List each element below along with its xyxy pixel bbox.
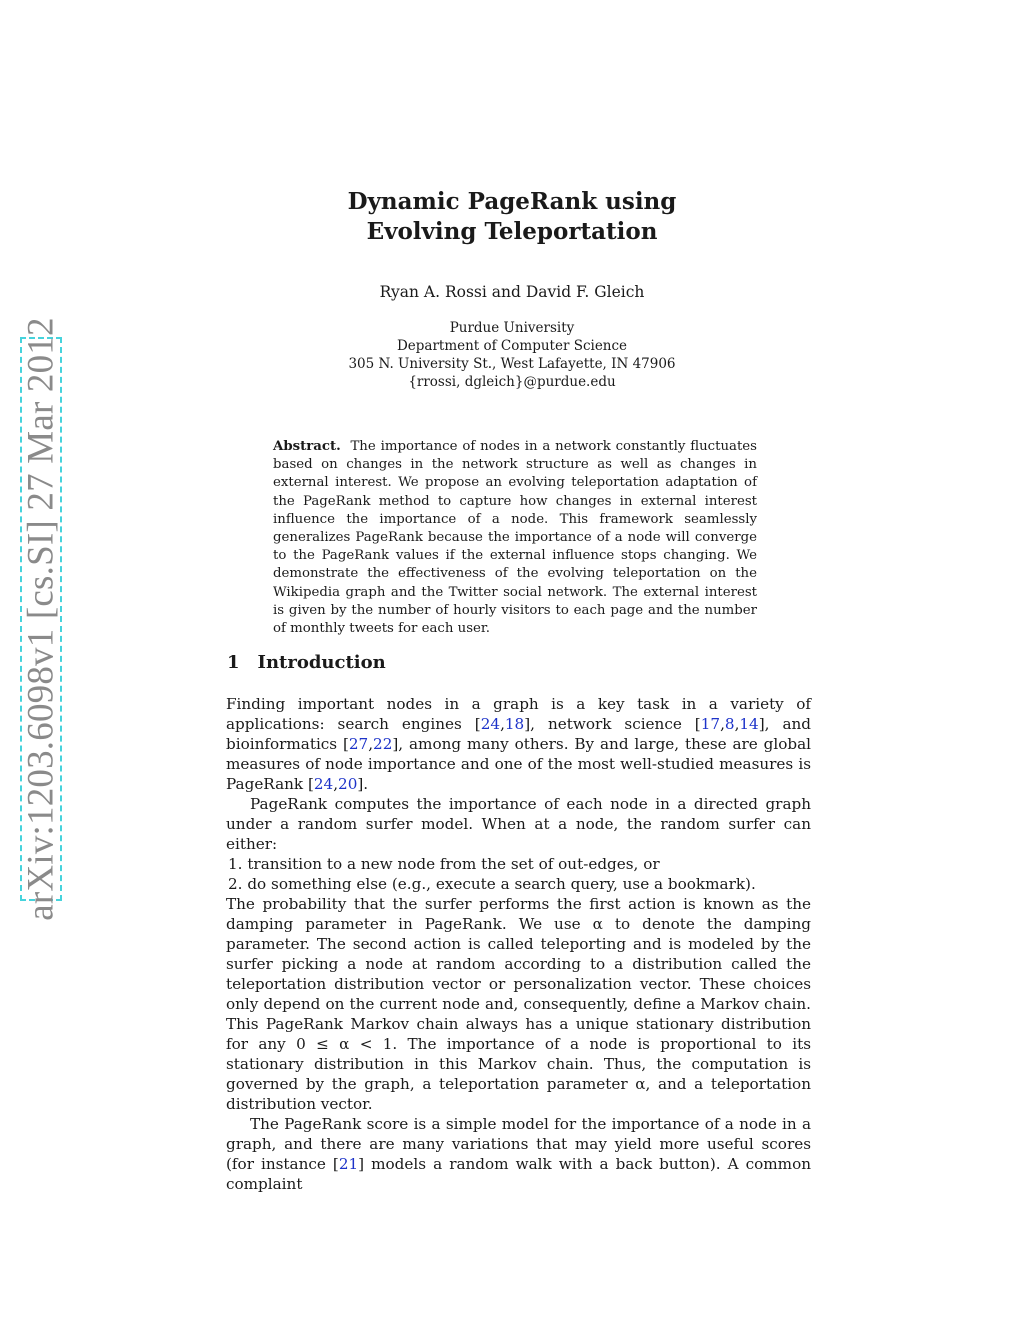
paragraph-2: PageRank computes the importance of each node in a directed graph under a random surfer model. When at a node, the random surfer can either: (226, 795, 811, 853)
citation-link[interactable]: 24 (313, 775, 334, 793)
arxiv-stamp-text: arXiv:1203.6098v1 [cs.SI] 27 Mar 2012 (20, 317, 62, 921)
citation-link[interactable]: 21 (338, 1155, 359, 1173)
affiliation-email: {rrossi, dgleich}@purdue.edu (408, 374, 616, 390)
paragraph-1: Finding important nodes in a graph is a key task in a variety of applications: search engines [24,18], network science [17,8,14], and bioinformatics [27,22], among many others. By and large, these are global measures of node importance and one of the most well-studied measures is PageRank [24,20]. (226, 695, 812, 793)
citation-link[interactable]: 24 (480, 715, 501, 733)
title-line-1: Dynamic PageRank using (347, 188, 677, 215)
abstract-label: Abstract. (273, 439, 341, 454)
paragraph-4: The PageRank score is a simple model for the importance of a node in a graph, and there are many variations that may yield more useful scores (for instance [21] models a random walk with a back button). A common complaint (226, 1115, 812, 1193)
affiliation (0, 319, 1024, 391)
authors: Ryan A. Rossi and David F. Gleich (379, 283, 645, 301)
citation-link[interactable]: 27 (348, 735, 369, 753)
section-title: Introduction (257, 652, 386, 673)
citation-link[interactable]: 22 (373, 735, 393, 753)
list-text: do something else (e.g., execute a search query, use a bookmark). (247, 875, 756, 893)
list-item (226, 874, 811, 894)
list-item (226, 854, 811, 874)
list-number: 1. (228, 855, 243, 873)
affiliation-address: 305 N. University St., West Lafayette, IN 47906 (348, 356, 676, 372)
citation-link[interactable]: 14 (739, 715, 759, 733)
title-line-2: Evolving Teleportation (366, 218, 658, 245)
affiliation-department: Department of Computer Science (396, 338, 628, 354)
citation-link[interactable]: 8 (724, 715, 735, 733)
list-text: transition to a new node from the set of out-edges, or (247, 855, 660, 873)
affiliation-university: Purdue University (449, 320, 575, 336)
citation-link[interactable]: 20 (338, 775, 358, 793)
abstract-text: The importance of nodes in a network constantly fluctuates based on changes in the network structure as well as changes in external interest. We propose an evolving teleportation adaptation of the PageRank method to capture how changes in external interest influence the importance of a node. This framework seamlessly generalizes PageRank because the importance of a node will converge to the PageRank values if the external influence stops changing. We demonstrate the effectiveness of the evolving teleportation on the Wikipedia graph and the Twitter social network. The external interest is given by the number of hourly visitors to each page and the number of monthly tweets for each user. (273, 439, 757, 637)
section-number: 1 (227, 652, 240, 673)
paper-title (0, 187, 1024, 247)
section-heading-introduction (227, 652, 386, 673)
introduction-body (226, 694, 811, 1194)
list-number: 2. (228, 875, 243, 893)
paragraph-3: The probability that the surfer performs the first action is known as the damping parameter in PageRank. We use α to denote the damping parameter. The second action is called teleporting and is modeled by the surfer picking a node at random according to a distribution called the teleportation distribution vector or personalization vector. These choices only depend on the current node and, consequently, define a Markov chain. This PageRank Markov chain always has a unique stationary distribution for any 0 ≤ α < 1. The importance of a node is proportional to its stationary distribution in this Markov chain. Thus, the computation is governed by the graph, a teleportation parameter α, and a teleportation distribution vector. (226, 895, 811, 1113)
citation-link[interactable]: 17 (700, 715, 721, 733)
citation-link[interactable]: 18 (504, 715, 525, 733)
arxiv-stamp (20, 317, 62, 921)
abstract (273, 438, 757, 638)
